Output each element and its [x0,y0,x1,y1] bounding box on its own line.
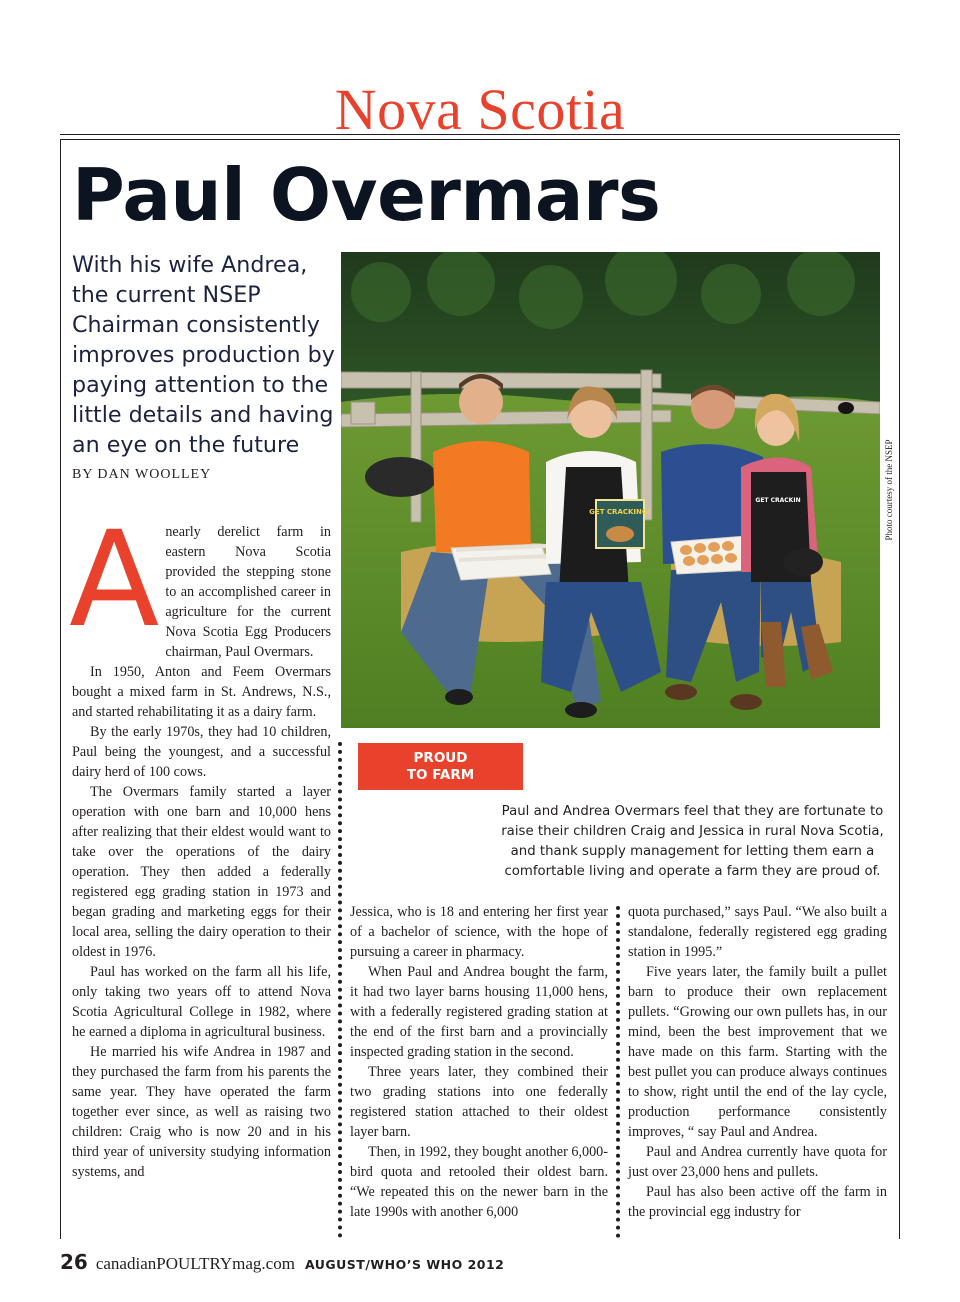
article-column-3 [628,902,887,1222]
headline: Paul Overmars [72,153,661,237]
byline: BY DAN WOOLLEY [72,467,212,482]
badge-line-2: TO FARM [406,766,475,783]
column-divider [616,906,620,1238]
proud-to-farm-badge [358,743,523,790]
top-rule [60,134,900,135]
column-divider [338,742,342,1238]
photo-caption: Paul and Andrea Overmars feel that they are fortunate to raise their children Craig and Jessica in rural Nova Scotia, and thank supply management for letting them earn a comfortable living and operate a farm they are proud of. [501,804,884,879]
carton-text: GET CRACKING! [589,508,651,516]
photo-credit-text: Photo courtesy of the NSEP [884,439,894,541]
page-number: 26 [60,1250,88,1274]
article-paragraph: Paul has also been active off the farm in the provincial egg industry for [628,1184,887,1220]
article-paragraph: Jessica, who is 18 and entering her first year of a bachelor of science, with the hope of pursuing a career in pharmacy. [350,904,608,960]
top-rule-secondary [60,139,900,140]
article-paragraph: When Paul and Andrea bought the farm, it had two layer barns housing 11,000 hens, with a federally registered grading station at the end of the first barn and a provincially inspected grading station in the second. [350,964,608,1060]
section-title: Nova Scotia [334,77,626,142]
article-paragraph: quota purchased,” says Paul. “We also built a standalone, federally registered egg grading station in 1995.” [628,904,887,960]
deck: With his wife Andrea, the current NSEP Chairman consistently improves production by paying attention to the little details and having an eye on the future [72,252,335,458]
issue-label: AUGUST/WHO’S WHO 2012 [304,1257,505,1272]
photo-credit [880,252,898,728]
article-paragraph: By the early 1970s, they had 10 children, Paul being the youngest, and a successful dairy herd of 100 cows. [72,724,331,780]
article-paragraph: In 1950, Anton and Feem Overmars bought a mixed farm in St. Andrews, N.S., and started rehabilitating it as a dairy farm. [72,664,331,720]
article-paragraph: Paul and Andrea currently have quota for just over 23,000 hens and pullets. [628,1144,887,1180]
apron-text: GET CRACKIN [755,497,801,504]
frame-left-rule [60,139,61,1239]
article-column-2 [350,902,608,1222]
family-photo [341,252,880,728]
article-paragraph: Three years later, they combined their two grading stations into one federally registered station attached to their oldest layer barn. [350,1064,608,1140]
article-paragraph: Then, in 1992, they bought another 6,000-bird quota and retooled their oldest barn. “We repeated this on the newer barn in the late 1990s with another 6,000 [350,1144,608,1220]
article-paragraph-text: nearly derelict farm in eastern Nova Scotia provided the stepping stone to an accomplished career in agriculture for the current Nova Scotia Egg Producers chairman, Paul Overmars. [165,524,331,660]
article-paragraph [69,503,331,662]
badge-line-1: PROUD [413,749,468,766]
article-paragraph: Five years later, the family built a pullet barn to produce their own replacement pullets. “Growing our own pullets has, in our mind, been the best improvement that we have made on this farm. Starting with the best pullet you can produce always continues to show, right until the end of the lay cycle, production performance consistently improves, “ say Paul and Andrea. [628,964,887,1140]
publication-name: canadianPOULTRYmag.com [95,1254,295,1273]
frame-right-rule [899,139,900,1239]
article-paragraph: The Overmars family started a layer operation with one barn and 10,000 hens after realizing that their eldest would want to take over the operations of the dairy operation. They then added a federally registered egg grading station in 1973 and began grading and marketing eggs for their local area, selling the dairy operation to their oldest in 1976. [72,784,331,960]
article-paragraph: Paul has worked on the farm all his life, only taking two years off to attend Nova Scotia Agricultural College in 1982, where he earned a diploma in agricultural business. [72,964,331,1040]
article-paragraph: He married his wife Andrea in 1987 and they purchased the farm from his parents the same year. They have operated the farm together ever since, as well as raising two children: Craig who is now 20 and in his third year of university studying information systems, and [72,1044,331,1180]
page-footer [60,1250,504,1274]
article-column-1 [69,503,331,1182]
drop-cap: A [69,503,160,657]
